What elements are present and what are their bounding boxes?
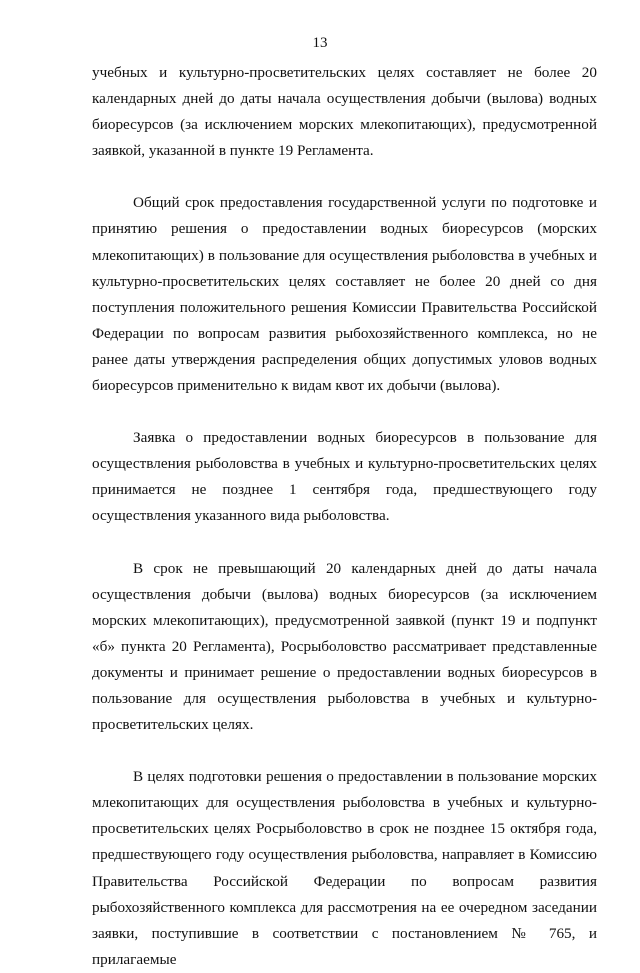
paragraph-continuation: учебных и культурно-просветительских целях составляет не более 20 календарных дней до даты начала осуществления добычи (вылова) водных биоресурсов (за исключением морских млекопитающих), предусмотренной заявкой, указанной в пункте 19 Регламента. (92, 64, 597, 160)
paragraph-service-term: Общий срок предоставления государственной услуги по подготовке и принятию решения о предоставлении водных биоресурсов (морских млекопитающих) в пользование для осуществления рыболовства в учебных и культурно-просветительских целях составляет не более 20 дней со дня поступления положительного решения Комиссии Правительства Российской Федерации по вопросам развития рыбохозяйственного комплекса, но не ранее даты утверждения распределения общих допустимых уловов водных биоресурсов применительно к видам квот их добычи (вылова). (92, 194, 597, 395)
paragraph-marine-mammals: В целях подготовки решения о предоставлении в пользование морских млекопитающих для осуществления рыболовства в учебных и культурно-просветительских целях Росрыболовство в срок не позднее 15 октября года, предшествующего году осуществления рыболовства, направляет в Комиссию Правительства Российской Федерации по вопросам развития рыбохозяйственного комплекса для рассмотрения на ее очередном заседании заявки, поступившие в соответствии с постановлением № 765, и прилагаемые (92, 768, 597, 968)
document-body (92, 60, 597, 973)
paragraph-application-deadline: Заявка о предоставлении водных биоресурсов в пользование для осуществления рыболовства в учебных и культурно-просветительских целях принимается не позднее 1 сентября года, предшествующего году осуществления указанного вида рыболовства. (92, 429, 597, 525)
paragraph-decision-term: В срок не превышающий 20 календарных дней до даты начала осуществления добычи (вылова) водных биоресурсов (за исключением морских млекопитающих), предусмотренной заявкой (пункт 19 и подпункт «б» пункта 20 Регламента), Росрыболовство рассматривает представленные документы и принимает решение о предоставлении водных биоресурсов в пользование для осуществления рыболовства в учебных и культурно-просветительских целях. (92, 559, 597, 734)
page-number: 13 (312, 35, 328, 51)
